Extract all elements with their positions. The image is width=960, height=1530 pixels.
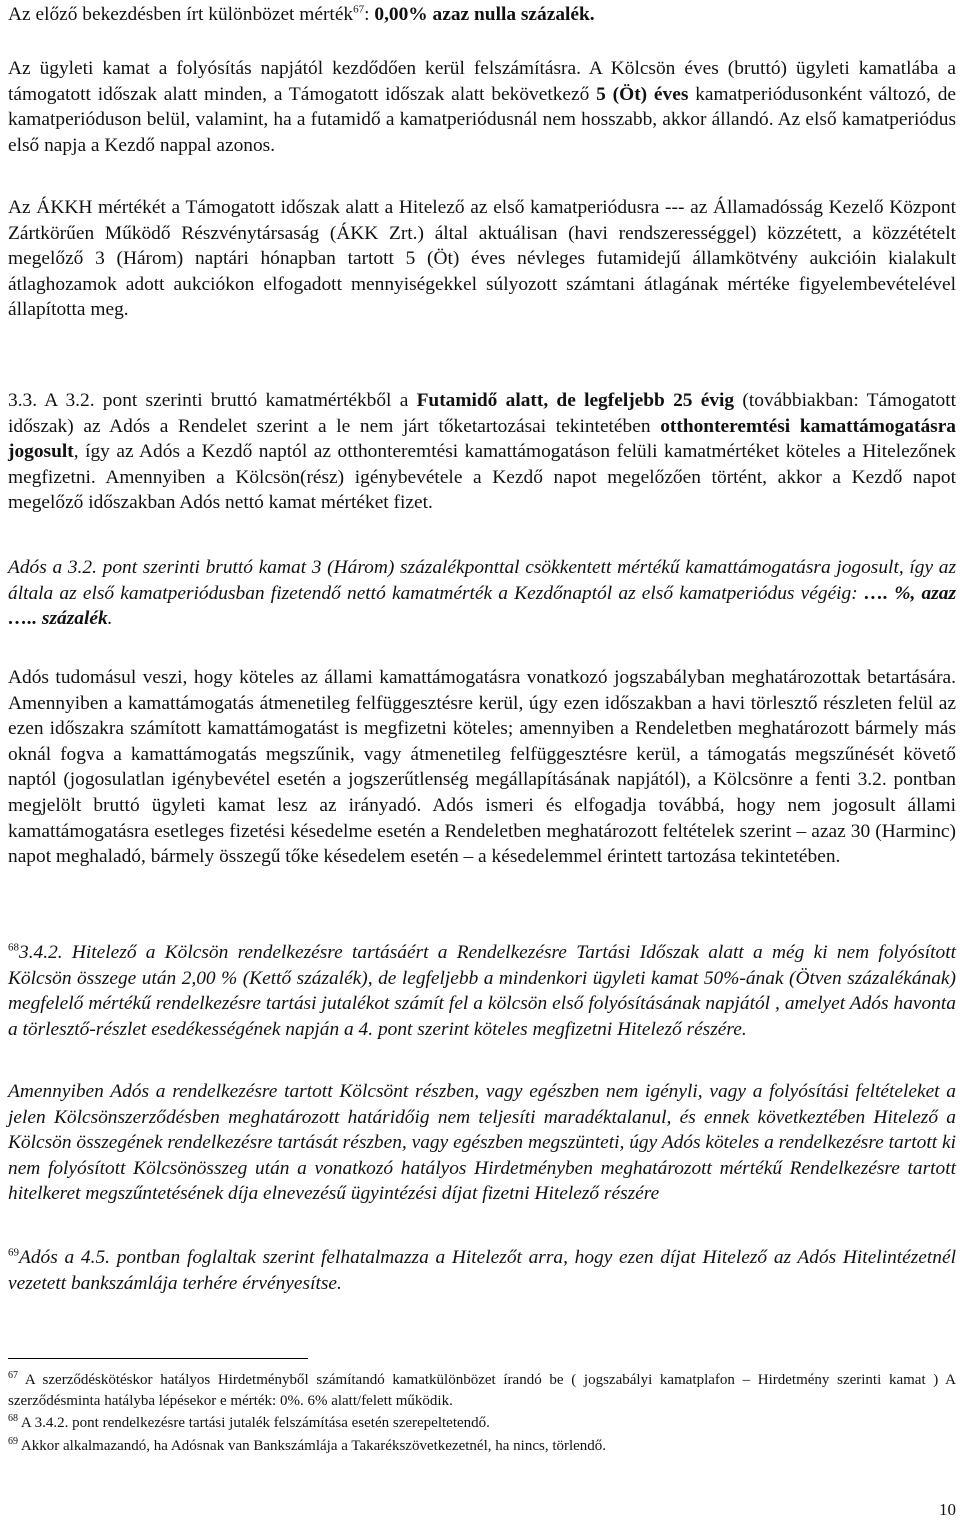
paragraph-interest-period [8, 56, 956, 158]
paragraph-authorization [8, 1245, 956, 1296]
footnote-number: 67 [8, 1370, 18, 1381]
text: Adós a 3.2. pont szerinti bruttó kamat 3 (Három) százalékponttal csökkentett mértékű kamattámogatásra jogosult, így az általa az első kamatperiódusban fizetendő nettó kamatmérték a Kezdőnaptól az első kamatperiódus végéig: [8, 557, 956, 604]
footnote-text: A szerződéskötéskor hatályos Hirdetményből számítandó kamatkülönbözet írandó be ( jogszabályi kamatplafon – Hirdetmény szerinti kamat ) A szerződésminta hatályba lépésekor e mérték: 0%. 6% alatt/felett működik. [8, 1372, 956, 1409]
text: Adós a 4.5. pontban foglaltak szerint felhatalmazza a Hitelezőt arra, hogy ezen díjat Hitelező az Adós Hitelintézetnél vezetett bankszámlája terhére érvényesítse. [8, 1247, 956, 1294]
paragraph-acknowledgement [8, 665, 956, 870]
footnote-text: A 3.4.2. pont rendelkezésre tartási jutalék felszámítása esetén szerepeltetendő. [18, 1415, 490, 1431]
bold-term: 5 (Öt) éves [596, 83, 689, 105]
paragraph-3-4-2 [8, 940, 956, 1042]
text: , így az Adós a Kezdő naptól az otthonteremtési kamattámogatáson felüli kamatmértéket köteles a Hitelezőnek megfizetni. Amennyiben a Kölcsön(rész) igénybevétele a Kezdő napot megelőzően történt, akkor a Kezdő napot megelőző időszakban Adós nettó kamat mértéket fizet. [8, 441, 956, 514]
footnote-text: Akkor alkalmazandó, ha Adósnak van Bankszámlája a Takarékszövetkezetnél, ha nincs, törlendő. [18, 1438, 607, 1454]
footnote-ref-69[interactable]: 69 [8, 1246, 19, 1259]
text: Az ÁKKH mértékét a Támogatott időszak alatt a Hitelező az első kamatperiódusra --- az Államadósság Kezelő Központ Zártkörűen Működő Részvénytársaság (ÁKK Zrt.) által aktuálisan (havi rendszerességgel) közzétett, a közzétételt megelőző 3 (Három) naptári hónapban tartott 5 (Öt) éves névleges futamidejű államkötvény aukcióin kialakult átlaghozamok adott aukciókon elfogadott mennyiségekkel súlyozott számtani átlagának mértéke figyelembevételével állapította meg. [8, 197, 956, 321]
bold-duration: Futamidő alatt, de legfeljebb 25 évig [416, 390, 735, 411]
paragraph-interest-difference [8, 2, 956, 28]
text: kamatperiódusonként változó, de kamatperióduson belül, valamint, ha a futamidő a kamatperiódusnál nem hosszabb, akkor állandó. Az első kamatperiódus első napja a Kezdő nappal azonos. [8, 83, 956, 156]
footnote-67 [8, 1370, 956, 1412]
text: Amennyiben Adós a rendelkezésre tartott Kölcsönt részben, vagy egészben nem igényli, vagy a folyósítási feltételeket a jelen Kölcsönszerződésben meghatározott határidőig nem teljesíti maradéktalanul, és ennek következtében Hitelező a Kölcsön összegének rendelkezésre tartását részben, vagy egészben megszünteti, úgy Adós köteles a rendelkezésre tartott ki nem folyósított Kölcsönösszeg után a vonatkozó hatályos Hirdetményben meghatározott mértékű Rendelkezésre tartott hitelkeret megszűntetésének díja elnevezésű ügyintézési díjat fizetni Hitelező részére [8, 1081, 956, 1205]
footnote-69 [8, 1436, 956, 1457]
page-number: 10 [939, 1500, 956, 1519]
text: (továbbiakban: Támogatott időszak) az Adós a Rendelet szerint a le nem járt tőketartozásai tekintetében [8, 390, 956, 437]
footnote-68 [8, 1413, 956, 1434]
footnote-separator [8, 1358, 308, 1359]
bold-entitlement: otthonteremtési kamattámogatásra jogosult [8, 415, 956, 463]
paragraph-3-3 [8, 388, 956, 516]
text: Az ügyleti kamat a folyósítás napjától kezdődően kerül felszámításra. A Kölcsön éves (bruttó) ügyleti kamatlába a támogatott időszak alatt minden, a Támogatott időszak alatt bekövetkező [8, 58, 956, 105]
footnote-number: 69 [8, 1436, 18, 1447]
text: Az előző bekezdésben írt különbözet mérték [8, 4, 354, 25]
text: : [364, 4, 375, 25]
blank-rate-field: …. %, azaz ….. százalék [8, 582, 956, 630]
text: 3.3. A 3.2. pont szerinti bruttó kamatmértékből a [8, 390, 417, 411]
footnote-ref-67[interactable]: 67 [353, 3, 365, 16]
paragraph-akkh [8, 195, 956, 323]
paragraph-net-rate [8, 555, 956, 632]
rate-value: 0,00% azaz nulla százalék. [374, 4, 595, 25]
text: Adós tudomásul veszi, hogy köteles az állami kamattámogatásra vonatkozó jogszabályban meghatározottak betartására. Amennyiben a kamattámogatás átmenetileg felfüggesztésre kerül, úgy ezen időszakban a havi törlesztő részleten felül az ezen időszakra számított kamattámogatást is megfizetni köteles; amennyiben a Rendeletben meghatározott bármely más oknál fogva a kamattámogatás megszűnik, vagy átmenetileg felfüggesztésre kerül, a támogatás megszűnését követő naptól (jogosulatlan igénybevétel esetén a jogszerűtlenség megállapításának napjától), a Kölcsönre a fenti 3.2. pontban megjelölt bruttó ügyleti kamat lesz az irányadó. Adós ismeri és elfogadja továbbá, hogy nem jogosult állami kamattámogatásra esetleges fizetési késedelme esetén a Rendeletben meghatározott feltételek szerint – azaz 30 (Harminc) napot meghaladó, bármely összegű tőke késedelem esetén – a késedelemmel érintett tartozása tekintetében. [8, 667, 956, 868]
paragraph-commitment-fee [8, 1079, 956, 1207]
text: . [107, 608, 113, 630]
footnote-ref-68[interactable]: 68 [8, 941, 19, 954]
footnote-number: 68 [8, 1413, 18, 1424]
text: 3.4.2. Hitelező a Kölcsön rendelkezésre tartásáért a Rendelkezésre Tartási Időszak alatt a még ki nem folyósított Kölcsön összege után 2,00 % (Kettő százalék), de legfeljebb a mindenkori ügyleti kamat 50%-ának (Ötven százalékának) megfelelő mértékű rendelkezésre tartási jutalékot számít fel a kölcsön első folyósításának napjától , amelyet Adós havonta a törlesztő-részlet esedékességének napján a 4. pont szerint köteles megfizetni Hitelező részére. [8, 942, 956, 1040]
